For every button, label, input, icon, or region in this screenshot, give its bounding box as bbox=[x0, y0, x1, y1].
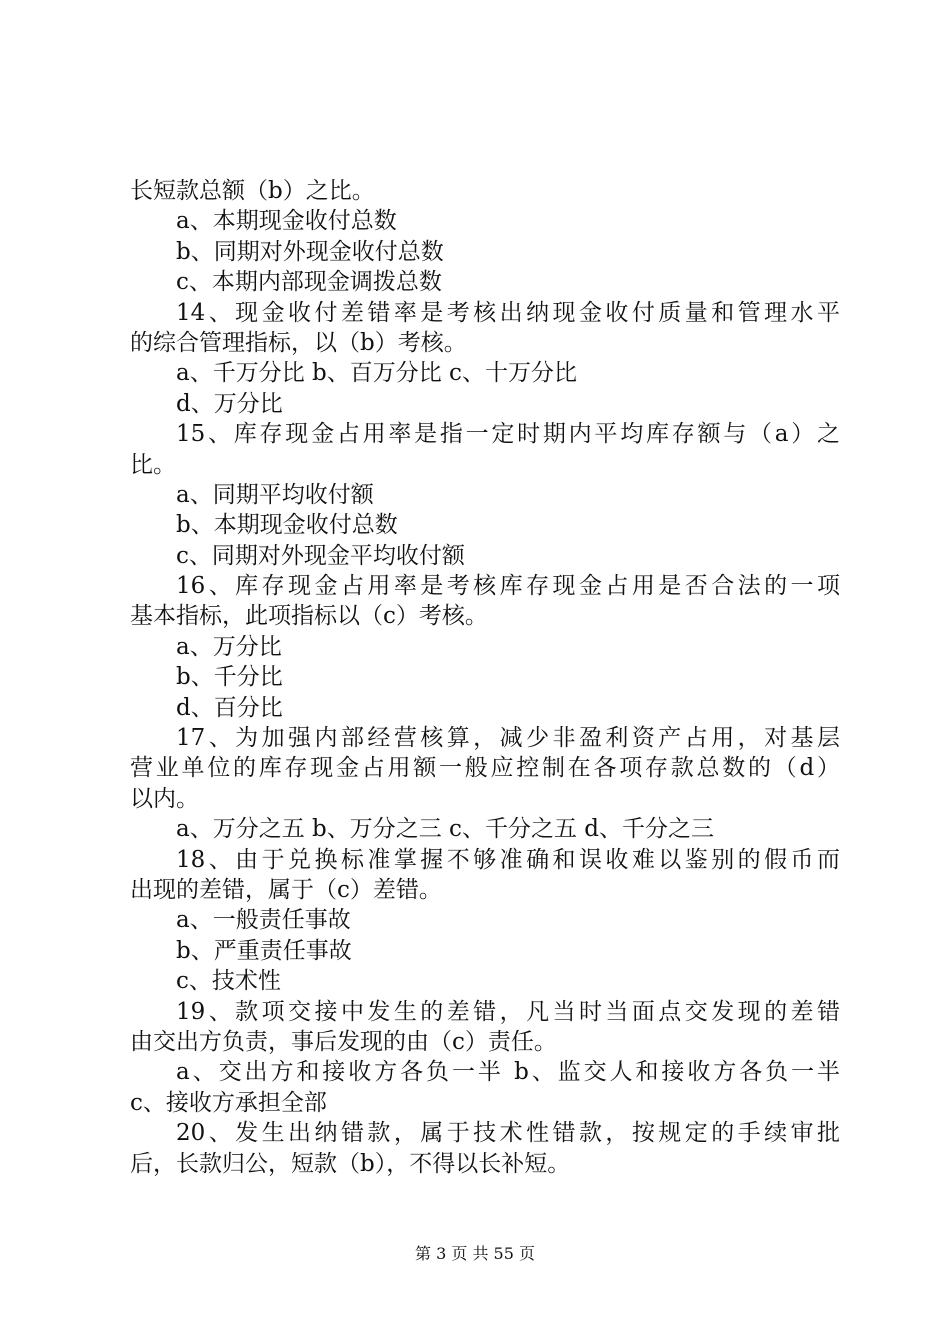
text-line: 以内。 bbox=[130, 785, 199, 812]
option-line: a、同期平均收付额 bbox=[176, 481, 374, 508]
option-line: c、同期对外现金平均收付额 bbox=[176, 542, 465, 569]
text-line: 的综合管理指标，以（b）考核。 bbox=[130, 329, 467, 356]
question-line: 18、由于兑换标准掌握不够准确和误收难以鉴别的假币而 bbox=[176, 846, 840, 873]
text-line: 比。 bbox=[130, 451, 176, 478]
option-line: a、千万分比 b、百万分比 c、十万分比 bbox=[176, 360, 577, 387]
option-line: b、本期现金收付总数 bbox=[176, 512, 398, 539]
option-line: c、本期内部现金调拨总数 bbox=[176, 269, 442, 296]
option-line: a、万分之五 b、万分之三 c、千分之五 d、千分之三 bbox=[176, 816, 714, 843]
question-line: 14、现金收付差错率是考核出纳现金收付质量和管理水平 bbox=[176, 299, 840, 326]
option-line: a、交出方和接收方各负一半 b、监交人和接收方各负一半 bbox=[176, 1059, 840, 1086]
option-line: d、百分比 bbox=[176, 694, 283, 721]
option-line: a、一般责任事故 bbox=[176, 907, 351, 934]
question-line: 20、发生出纳错款，属于技术性错款，按规定的手续审批 bbox=[176, 1120, 840, 1147]
option-line: b、严重责任事故 bbox=[176, 937, 352, 964]
question-line: 17、为加强内部经营核算，减少非盈利资产占用，对基层 bbox=[176, 725, 840, 752]
option-line: c、接收方承担全部 bbox=[130, 1089, 327, 1116]
text-line: 出现的差错，属于（c）差错。 bbox=[130, 876, 442, 903]
text-line: 由交出方负责，事后发现的由（c）责任。 bbox=[130, 1028, 557, 1055]
body-text bbox=[130, 176, 840, 1179]
text-line: 基本指标，此项指标以（c）考核。 bbox=[130, 603, 488, 630]
text-line: 长短款总额（b）之比。 bbox=[130, 178, 375, 204]
page-number-footer: 第 3 页 共 55 页 bbox=[415, 1244, 535, 1263]
option-line: d、万分比 bbox=[176, 390, 283, 417]
question-line: 19、款项交接中发生的差错，凡当时当面点交发现的差错 bbox=[176, 998, 840, 1025]
option-line: c、技术性 bbox=[176, 968, 281, 995]
option-line: a、万分比 bbox=[176, 633, 282, 660]
option-line: b、千分比 bbox=[176, 664, 283, 691]
question-line: 16、库存现金占用率是考核库存现金占用是否合法的一项 bbox=[176, 573, 840, 600]
question-line: 15、库存现金占用率是指一定时期内平均库存额与（a）之 bbox=[176, 421, 840, 448]
text-line: 营业单位的库存现金占用额一般应控制在各项存款总数的（d） bbox=[130, 755, 840, 782]
option-line: b、同期对外现金收付总数 bbox=[176, 238, 444, 265]
option-line: a、本期现金收付总数 bbox=[176, 208, 397, 235]
text-line: 后，长款归公，短款（b），不得以长补短。 bbox=[130, 1150, 571, 1177]
